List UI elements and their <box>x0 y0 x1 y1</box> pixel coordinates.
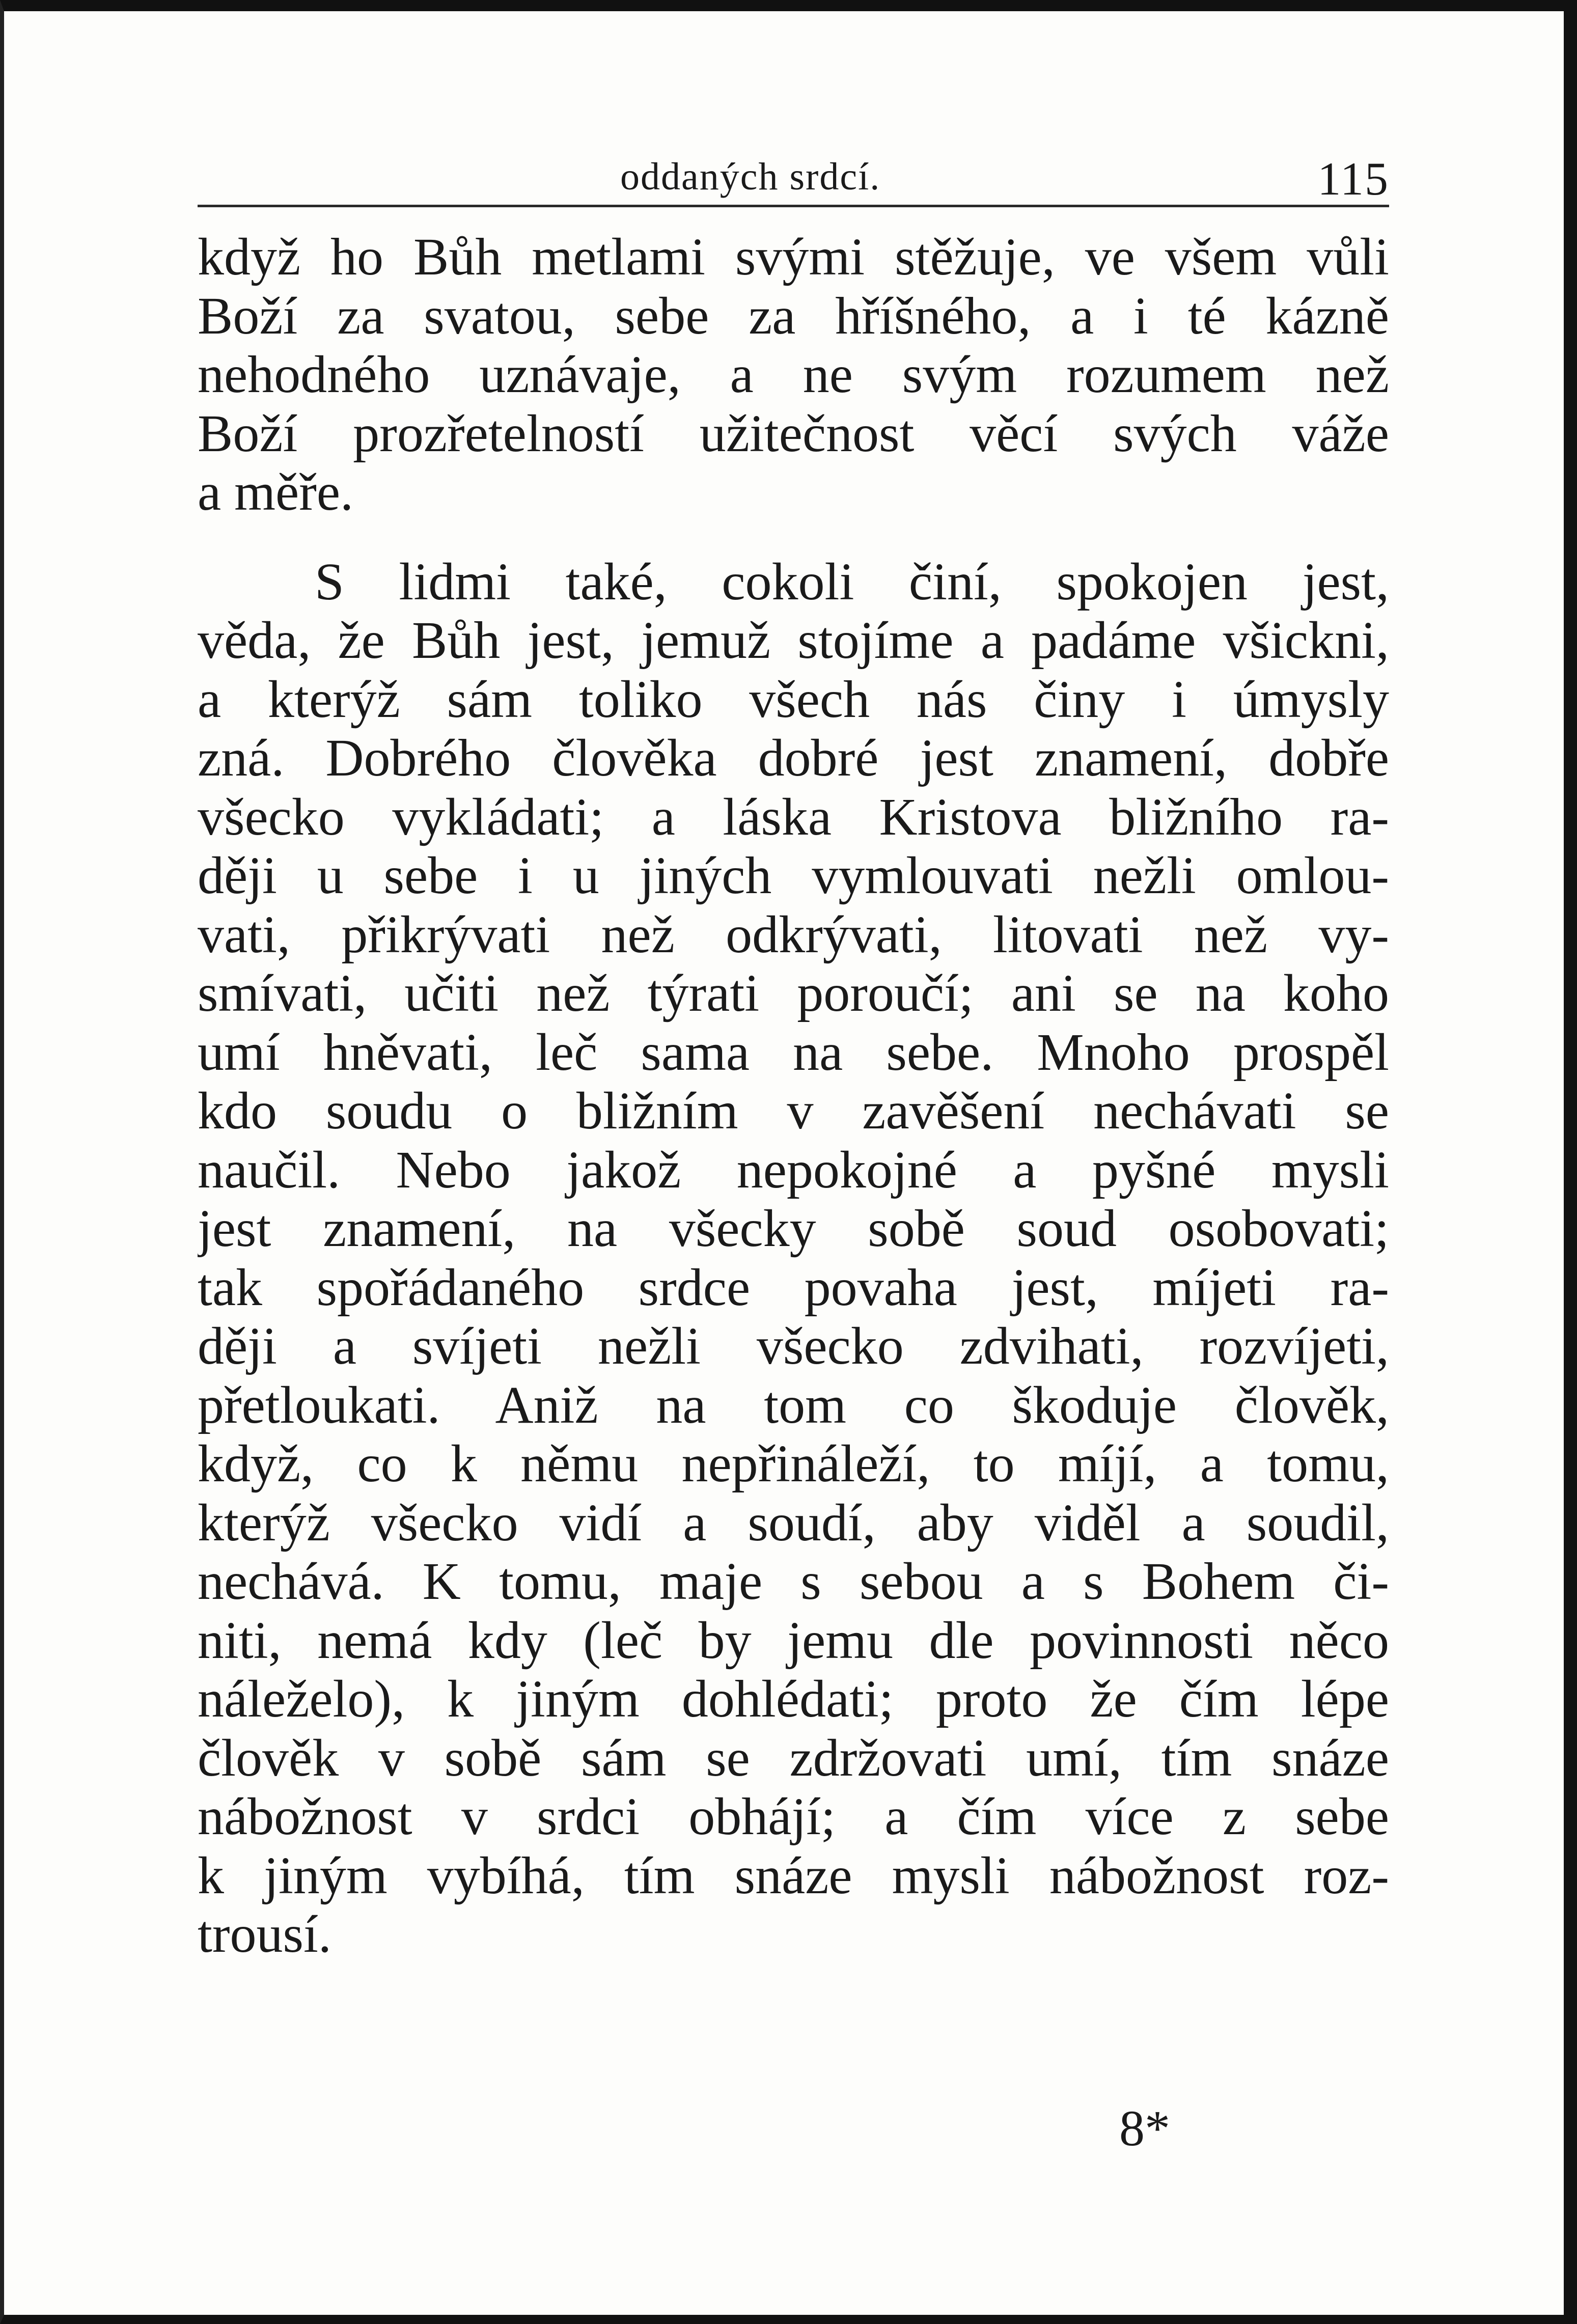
page-number: 115 <box>1317 153 1389 205</box>
text-line: nehodného uznávaje, a ne svým rozumem než <box>198 345 1389 404</box>
running-head <box>198 144 1389 207</box>
text-line: ději u sebe i u jiných vymlouvati nežli omlou- <box>198 846 1389 905</box>
text-line: naučil. Nebo jakož nepokojné a pyšné mysli <box>198 1140 1389 1199</box>
text-line: tak spořádaného srdce povaha jest, míjeti ra- <box>198 1258 1389 1317</box>
text-line: a měře. <box>198 463 354 521</box>
text-line: trousí. <box>198 1905 331 1963</box>
body-text <box>198 228 1389 1964</box>
text-line: a kterýž sám toliko všech nás činy i úmysly <box>198 670 1389 729</box>
text-line: všecko vykládati; a láska Kristova bližního ra- <box>198 787 1389 846</box>
text-line: přetloukati. Aniž na tom co škoduje člověk, <box>198 1375 1389 1434</box>
text-line: vati, přikrývati než odkrývati, litovati než vy- <box>198 905 1389 964</box>
text-line: k jiným vybíhá, tím snáze mysli nábožnost roz- <box>198 1846 1389 1905</box>
text-line: jest znamení, na všecky sobě soud osobovati; <box>198 1199 1389 1258</box>
text-block <box>198 144 1389 1995</box>
text-line: nábožnost v srdci obhájí; a čím více z sebe <box>198 1787 1389 1846</box>
paragraph <box>198 552 1389 1964</box>
text-line: ději a svíjeti nežli všecko zdvihati, rozvíjeti, <box>198 1317 1389 1375</box>
text-line: kdo soudu o bližním v zavěšení nechávati se <box>198 1082 1389 1140</box>
text-line: když, co k němu nepřináleží, to míjí, a tomu, <box>198 1434 1389 1493</box>
text-line: umí hněvati, leč sama na sebe. Mnoho prospěl <box>198 1022 1389 1082</box>
text-line: kterýž všecko vidí a soudí, aby viděl a soudil, <box>198 1493 1389 1552</box>
text-line: věda, že Bůh jest, jemuž stojíme a padáme všickni, <box>198 611 1389 670</box>
text-line: Boží za svatou, sebe za hříšného, a i té kázně <box>198 286 1389 345</box>
text-line: člověk v sobě sám se zdržovati umí, tím snáze <box>198 1728 1389 1787</box>
text-line: nechává. K tomu, maje s sebou a s Bohem či- <box>198 1552 1389 1611</box>
text-line: S lidmi také, cokoli činí, spokojen jest, <box>315 552 1389 611</box>
text-line: niti, nemá kdy (leč by jemu dle povinnosti něco <box>198 1611 1389 1670</box>
paragraph <box>198 228 1389 522</box>
text-line: Boží prozřetelností užitečnost věcí svých váže <box>198 404 1389 463</box>
text-line: náleželo), k jiným dohlédati; proto že čím lépe <box>198 1670 1389 1728</box>
text-line: zná. Dobrého člověka dobré jest znamení, dobře <box>198 729 1389 787</box>
running-title: oddaných srdcí. <box>620 155 881 198</box>
text-line: smívati, učiti než týrati poroučí; ani se na koho <box>198 964 1389 1022</box>
text-line: když ho Bůh metlami svými stěžuje, ve všem vůli <box>198 228 1389 286</box>
signature-mark: 8* <box>1119 2100 1170 2156</box>
